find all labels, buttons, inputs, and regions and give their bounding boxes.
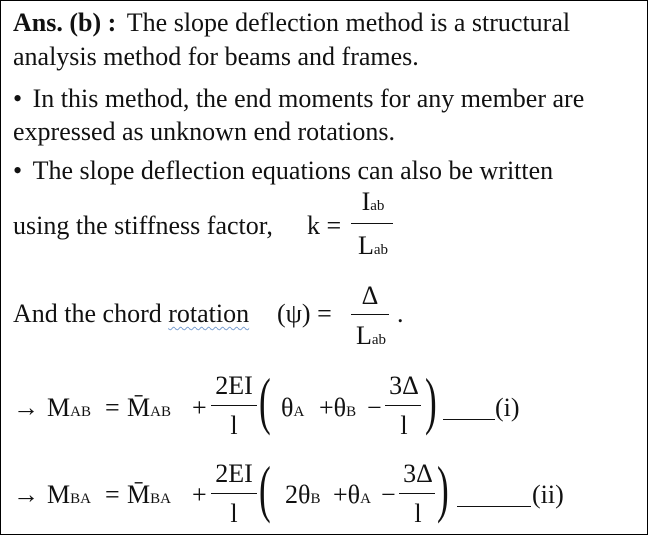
moment-lhs: MBA [47, 480, 91, 509]
stiffness-lhs: k = [307, 211, 342, 240]
rotation-word: rotation [168, 299, 250, 328]
bullet-text: In this method, the end moments for any member are [32, 84, 585, 113]
theta-term: 2θB [285, 480, 321, 509]
minus-sign: − [381, 480, 396, 509]
blank-line [457, 506, 531, 507]
delta-denominator: l [414, 499, 422, 528]
fixed-end-moment: M̄AB [127, 393, 171, 422]
fraction-bar [351, 223, 393, 224]
fixed-end-moment: M̄BA [127, 480, 171, 509]
stiffness-numerator: Iab [361, 187, 385, 216]
left-paren: ( [259, 365, 271, 436]
right-paren: ) [425, 365, 437, 436]
fraction-bar [385, 405, 421, 406]
theta-term: +θA [333, 480, 371, 509]
equals-sign: = [105, 480, 120, 509]
delta-numerator: 3Δ [389, 371, 419, 400]
coefficient-numerator: 2EI [215, 459, 253, 488]
answer-label: Ans. (b) : [13, 8, 117, 37]
moment-lhs: MAB [47, 393, 91, 422]
plus-sign: + [192, 393, 207, 422]
fraction-bar [211, 405, 257, 406]
equation-arrow: → [13, 393, 39, 422]
theta-term: +θB [319, 393, 357, 422]
chord-denominator: Lab [355, 321, 387, 350]
stiffness-text: using the stiffness factor, [13, 211, 273, 240]
equals-sign: = [105, 393, 120, 422]
stiffness-denominator: Lab [357, 231, 389, 260]
coefficient-numerator: 2EI [215, 371, 253, 400]
equation-tag: (i) [495, 393, 520, 422]
answer-line-2: analysis method for beams and frames. [13, 42, 419, 71]
fraction-bar [211, 493, 257, 494]
bullet-text: The slope deflection equations can also be written [32, 156, 554, 185]
answer-line-1 [13, 10, 570, 36]
coefficient-denominator: l [230, 499, 238, 528]
equation-tag: (ii) [532, 480, 564, 509]
chord-symbol: (ψ) = [277, 299, 332, 328]
answer-intro: The slope deflection method is a structural [126, 8, 571, 37]
right-paren: ) [437, 453, 449, 524]
minus-sign: − [367, 393, 382, 422]
fraction-bar [399, 493, 435, 494]
bullet-marker: • [13, 156, 23, 185]
fraction-bar [351, 314, 389, 315]
bullet-continuation: expressed as unknown end rotations. [13, 117, 395, 146]
theta-term: θA [281, 393, 305, 422]
bullet-marker: • [13, 84, 23, 113]
coefficient-denominator: l [230, 411, 238, 440]
chord-period: . [397, 299, 404, 328]
chord-numerator: Δ [361, 281, 379, 310]
left-paren: ( [259, 453, 271, 524]
blank-line [443, 419, 495, 420]
delta-numerator: 3Δ [403, 459, 433, 488]
bullet-item [13, 158, 553, 184]
plus-sign: + [192, 480, 207, 509]
bullet-item [13, 86, 584, 112]
delta-denominator: l [400, 411, 408, 440]
chord-text: And the chord rotation [13, 299, 250, 328]
equation-arrow: → [13, 480, 39, 509]
